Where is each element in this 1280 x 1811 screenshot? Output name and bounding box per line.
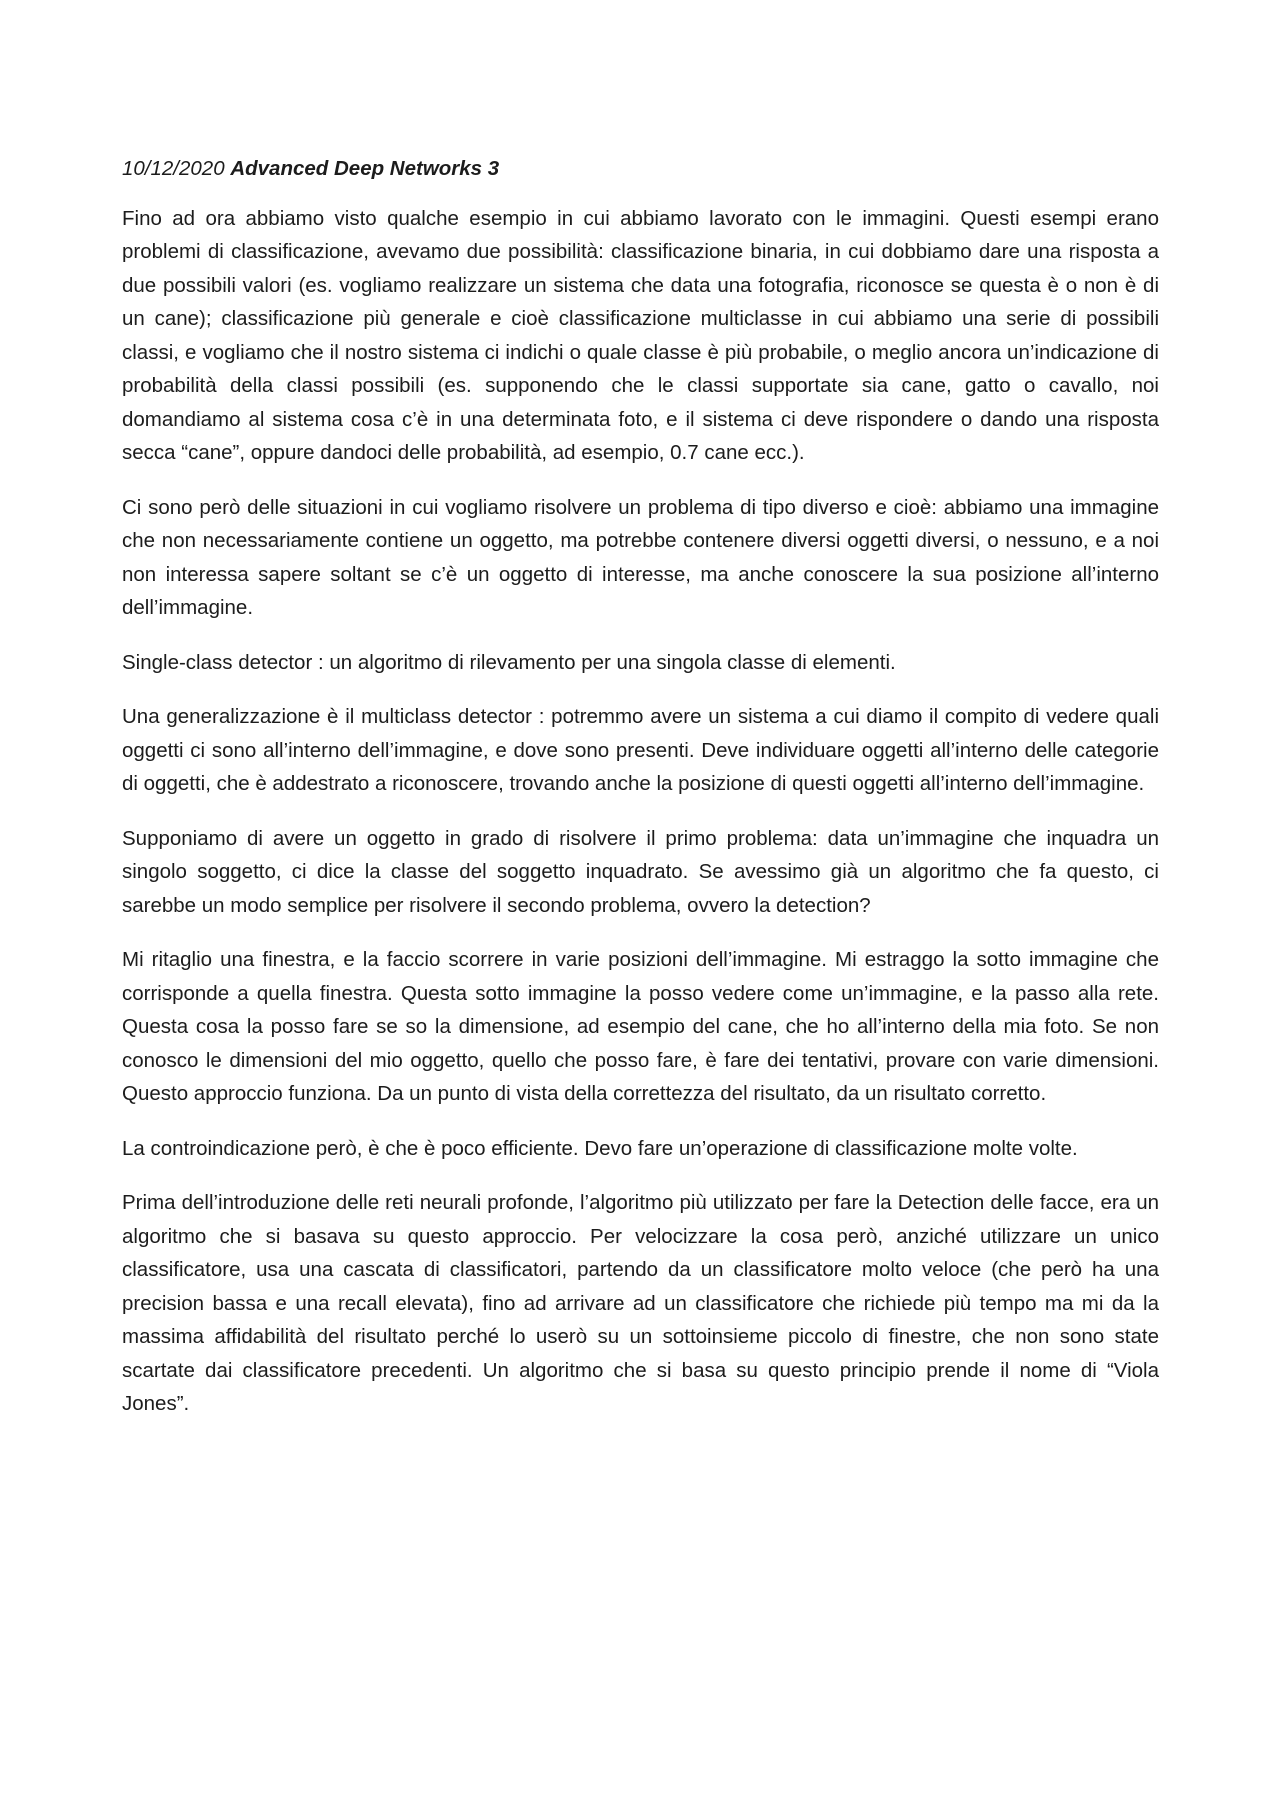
paragraph-supposition: Supponiamo di avere un oggetto in grado di risolvere il primo problema: data un’immagine che inquadra un singolo soggetto, ci dice la classe del soggetto inquadrato. Se avessimo già un algoritmo che fa questo, ci sarebbe un modo semplice per risolvere il secondo problema, ovvero la detection? <box>122 826 1159 917</box>
heading-title: Advanced Deep Networks 3 <box>230 157 500 180</box>
paragraph-inefficiency: La controindicazione però, è che è poco efficiente. Devo fare un’operazione di classificazione molte volte. <box>122 1136 1078 1160</box>
paragraph-multiclass-detector: Una generalizzazione è il multiclass detector : potremmo avere un sistema a cui diamo il compito di vedere quali oggetti ci sono all’interno dell’immagine, e dove sono presenti. Deve individuare oggetti all’interno delle categorie di oggetti, che è addestrato a riconoscere, trovando anche la posizione di questi oggetti all’interno dell’immagine. <box>122 705 1159 795</box>
document-heading <box>122 152 1159 186</box>
heading-date: 10/12/2020 <box>122 157 225 180</box>
paragraph-sliding-window: Mi ritaglio una finestra, e la faccio scorrere in varie posizioni dell’immagine. Mi estraggo la sotto immagine che corrisponde a quella finestra. Questa sotto immagine la posso vedere come un’immagine, e la passo alla rete. Questa cosa la posso fare se so la dimensione, ad esempio del cane, che ho all’interno della mia foto. Se non conosco le dimensioni del mio oggetto, quello che posso fare, è fare dei tentativi, provare con varie dimensioni. Questo approccio funziona. Da un punto di vista della correttezza del risultato, da un risultato corretto. <box>122 948 1159 1105</box>
paragraph-intro-classification: Fino ad ora abbiamo visto qualche esempio in cui abbiamo lavorato con le immagini. Questi esempi erano problemi di classificazione, avevamo due possibilità: classificazione binaria, in cui dobbiamo dare una risposta a due possibili valori (es. vogliamo realizzare un sistema che data una fotografia, riconosce se questa è o non è di un cane); classificazione più generale e cioè classificazione multiclasse in cui abbiamo una serie di possibili classi, e vogliamo che il nostro sistema ci indichi o quale classe è più probabile, o meglio ancora un’indicazione di probabilità della classi possibili (es. supponendo che le classi supportate sia cane, gatto o cavallo, noi domandiamo al sistema cosa c’è in una determinata foto, e il sistema ci deve rispondere o dando una risposta secca “cane”, oppure dandoci delle probabilità, ad esempio, 0.7 cane ecc.). <box>122 206 1159 464</box>
paragraph-viola-jones: Prima dell’introduzione delle reti neurali profonde, l’algoritmo più utilizzato per fare la Detection delle facce, era un algoritmo che si basava su questo approccio. Per velocizzare la cosa però, anziché utilizzare un unico classificatore, usa una cascata di classificatori, partendo da un classificatore molto veloce (che però ha una precision bassa e una recall elevata), fino ad arrivare ad un classificatore che richiede più tempo ma mi da la massima affidabilità del risultato perché lo userò su un sottoinsieme piccolo di finestre, che non sono state scartate dai classificatore precedenti. Un algoritmo che si basa su questo principio prende il nome di “Viola Jones”. <box>122 1191 1159 1415</box>
paragraph-single-class-detector: Single-class detector : un algoritmo di rilevamento per una singola classe di elementi. <box>122 650 896 674</box>
document-body <box>122 152 1159 1442</box>
paragraph-detection-problem: Ci sono però delle situazioni in cui vogliamo risolvere un problema di tipo diverso e cioè: abbiamo una immagine che non necessariamente contiene un oggetto, ma potrebbe contenere diversi oggetti diversi, o nessuno, e a noi non interessa sapere soltant se c’è un oggetto di interesse, ma anche conoscere la sua posizione all’interno dell’immagine. <box>122 495 1159 619</box>
